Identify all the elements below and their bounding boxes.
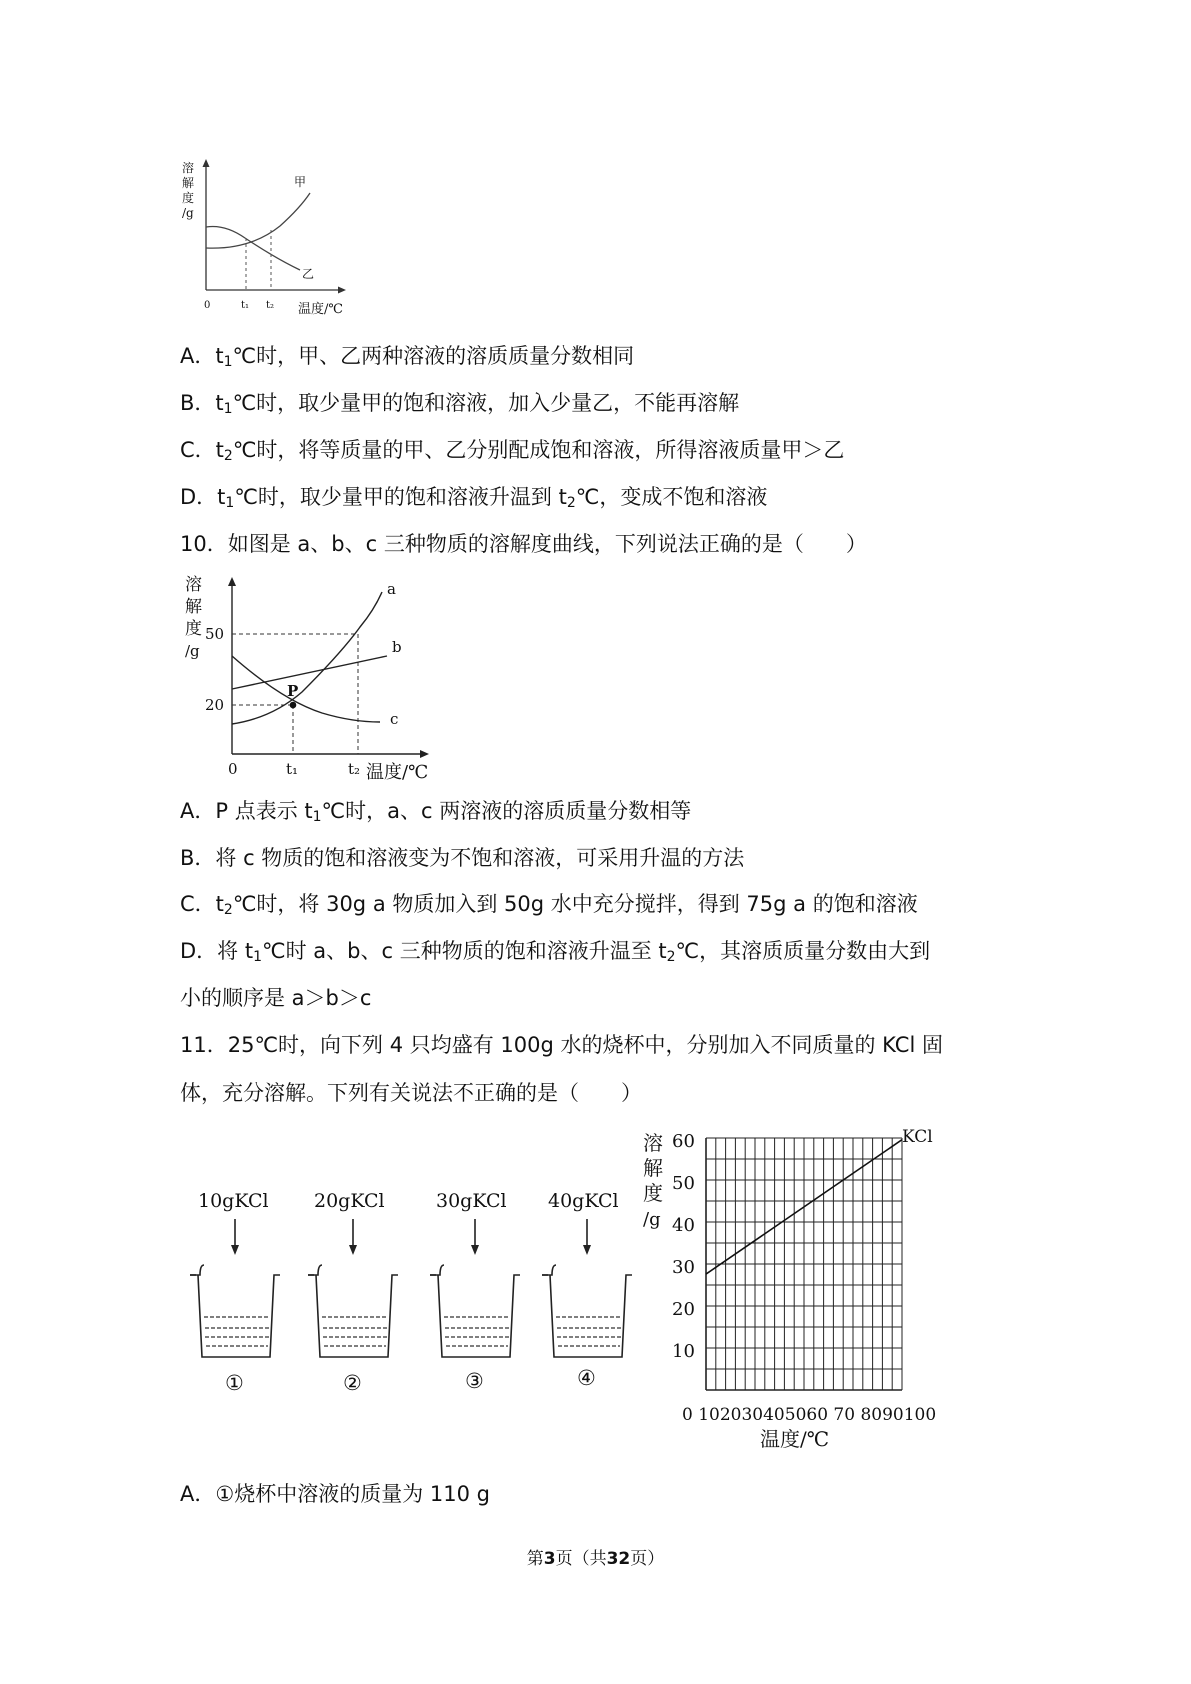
beaker-3-amount: 30gKCl xyxy=(436,1190,507,1212)
fig2-label-c: c xyxy=(390,710,399,728)
fig2-label-b: b xyxy=(392,638,402,656)
fig1-t2: t₂ xyxy=(266,300,275,311)
fig1-x-arrow xyxy=(338,287,346,294)
fig1-ylabel-4: /g xyxy=(182,206,194,220)
beaker-2-label: ② xyxy=(343,1371,362,1395)
fig2-origin: 0 xyxy=(228,760,238,778)
figure-solubility-jia-yi xyxy=(180,158,350,320)
page-footer: 第3页（共32页） xyxy=(526,1549,665,1569)
fig2-xlabel: 温度/℃ xyxy=(366,762,429,783)
fig2-ylabel-4: /g xyxy=(185,642,200,660)
fig1-curve-jia xyxy=(206,193,310,248)
kcl-ylabel-4: /g xyxy=(643,1209,661,1230)
q10-stem: 10．如图是 a、b、c 三种物质的溶解度曲线，下列说法正确的是（ ） xyxy=(180,532,867,556)
figure-solubility-abc xyxy=(182,572,442,784)
kcl-ytick-60: 60 xyxy=(672,1131,695,1152)
fig2-curve-a xyxy=(232,592,382,724)
beaker-4-label: ④ xyxy=(577,1366,596,1390)
fig1-label-yi: 乙 xyxy=(302,267,315,281)
fig2-point-p xyxy=(290,702,297,709)
fig2-label-p: P xyxy=(287,682,299,700)
kcl-ytick-40: 40 xyxy=(672,1215,695,1236)
q10-option-c: C．$t_2℃$时，将 30g a 物质加入到 50g 水中充分搅拌，得到 75g a 的饱和溶液 xyxy=(180,892,918,918)
kcl-solubility-chart xyxy=(640,1128,970,1458)
beaker-4 xyxy=(542,1190,632,1390)
footer-page-number: 3 xyxy=(543,1549,556,1569)
kcl-series-label: KCl xyxy=(902,1128,933,1147)
beaker-1-amount: 10gKCl xyxy=(198,1190,269,1212)
fig2-ylabel-2: 解 xyxy=(185,597,202,617)
kcl-ytick-20: 20 xyxy=(672,1299,695,1320)
fig2-ylabel-3: 度 xyxy=(185,619,202,639)
q11-option-a: A．①烧杯中溶液的质量为 110 g xyxy=(180,1482,490,1506)
beaker-1-label: ① xyxy=(225,1371,244,1395)
footer-page-total: 32 xyxy=(606,1549,631,1569)
beaker-1 xyxy=(190,1190,280,1395)
q10-option-b: B．将 c 物质的饱和溶液变为不饱和溶液，可采用升温的方法 xyxy=(180,846,745,870)
fig2-y-arrow xyxy=(228,577,236,586)
fig1-ylabel-3: 度 xyxy=(182,191,195,205)
kcl-grid xyxy=(706,1138,902,1390)
fig1-ylabel-1: 溶 xyxy=(182,161,195,175)
kcl-xlabel: 温度/℃ xyxy=(760,1427,830,1451)
q10-option-a: A．P 点表示 $t_1℃$时，a、c 两溶液的溶质质量分数相等 xyxy=(180,799,692,825)
fig2-x-arrow xyxy=(420,750,429,758)
fig1-ylabel-2: 解 xyxy=(182,176,195,190)
fig2-ylabel-1: 溶 xyxy=(185,575,202,595)
q9-option-a: A．$t_1℃$时，甲、乙两种溶液的溶质质量分数相同 xyxy=(180,344,635,370)
q9-option-d: D．$t_1℃$时，取少量甲的饱和溶液升温到 $t_2℃$，变成不饱和溶液 xyxy=(180,485,768,511)
beaker-3 xyxy=(430,1190,520,1393)
fig2-t2: t₂ xyxy=(348,760,361,778)
q11-stem-line2: 体，充分溶解。下列有关说法不正确的是（ ） xyxy=(180,1081,642,1105)
kcl-ylabel-2: 解 xyxy=(643,1156,663,1180)
kcl-ytick-50: 50 xyxy=(672,1173,695,1194)
beaker-4-amount: 40gKCl xyxy=(548,1190,619,1212)
fig1-y-arrow xyxy=(203,159,210,167)
fig1-origin: 0 xyxy=(204,300,211,311)
beaker-2-amount: 20gKCl xyxy=(314,1190,385,1212)
fig2-label-a: a xyxy=(387,580,396,598)
kcl-xaxis-ticks: 0 102030405060 70 8090100 xyxy=(682,1405,937,1425)
q9-option-c: C．$t_2℃$时，将等质量的甲、乙分别配成饱和溶液，所得溶液质量甲＞乙 xyxy=(180,438,845,464)
q11-stem-line1: 11．25℃时，向下列 4 只均盛有 100g 水的烧杯中，分别加入不同质量的 KCl 固 xyxy=(180,1033,943,1057)
kcl-ylabel-3: 度 xyxy=(643,1181,663,1205)
beakers-figure xyxy=(180,1175,640,1405)
kcl-ylabel-1: 溶 xyxy=(643,1131,663,1155)
kcl-ytick-30: 30 xyxy=(672,1257,695,1278)
fig2-t1: t₁ xyxy=(286,760,299,778)
fig1-t1: t₁ xyxy=(241,300,250,311)
q10-option-d: D．将 $t_1℃$时 a、b、c 三种物质的饱和溶液升温至 $t_2℃$，其溶质质量分数由大到 xyxy=(180,939,931,965)
beaker-2 xyxy=(308,1190,398,1395)
beaker-3-label: ③ xyxy=(465,1369,484,1393)
fig2-y20: 20 xyxy=(205,696,225,714)
fig2-y50: 50 xyxy=(205,625,225,643)
q9-option-b: B．$t_1℃$时，取少量甲的饱和溶液，加入少量乙，不能再溶解 xyxy=(180,391,740,417)
fig1-xlabel: 温度/℃ xyxy=(298,302,343,317)
fig1-label-jia: 甲 xyxy=(294,175,307,189)
kcl-ytick-10: 10 xyxy=(672,1341,695,1362)
q10-option-d-cont: 小的顺序是 a＞b＞c xyxy=(180,986,372,1010)
